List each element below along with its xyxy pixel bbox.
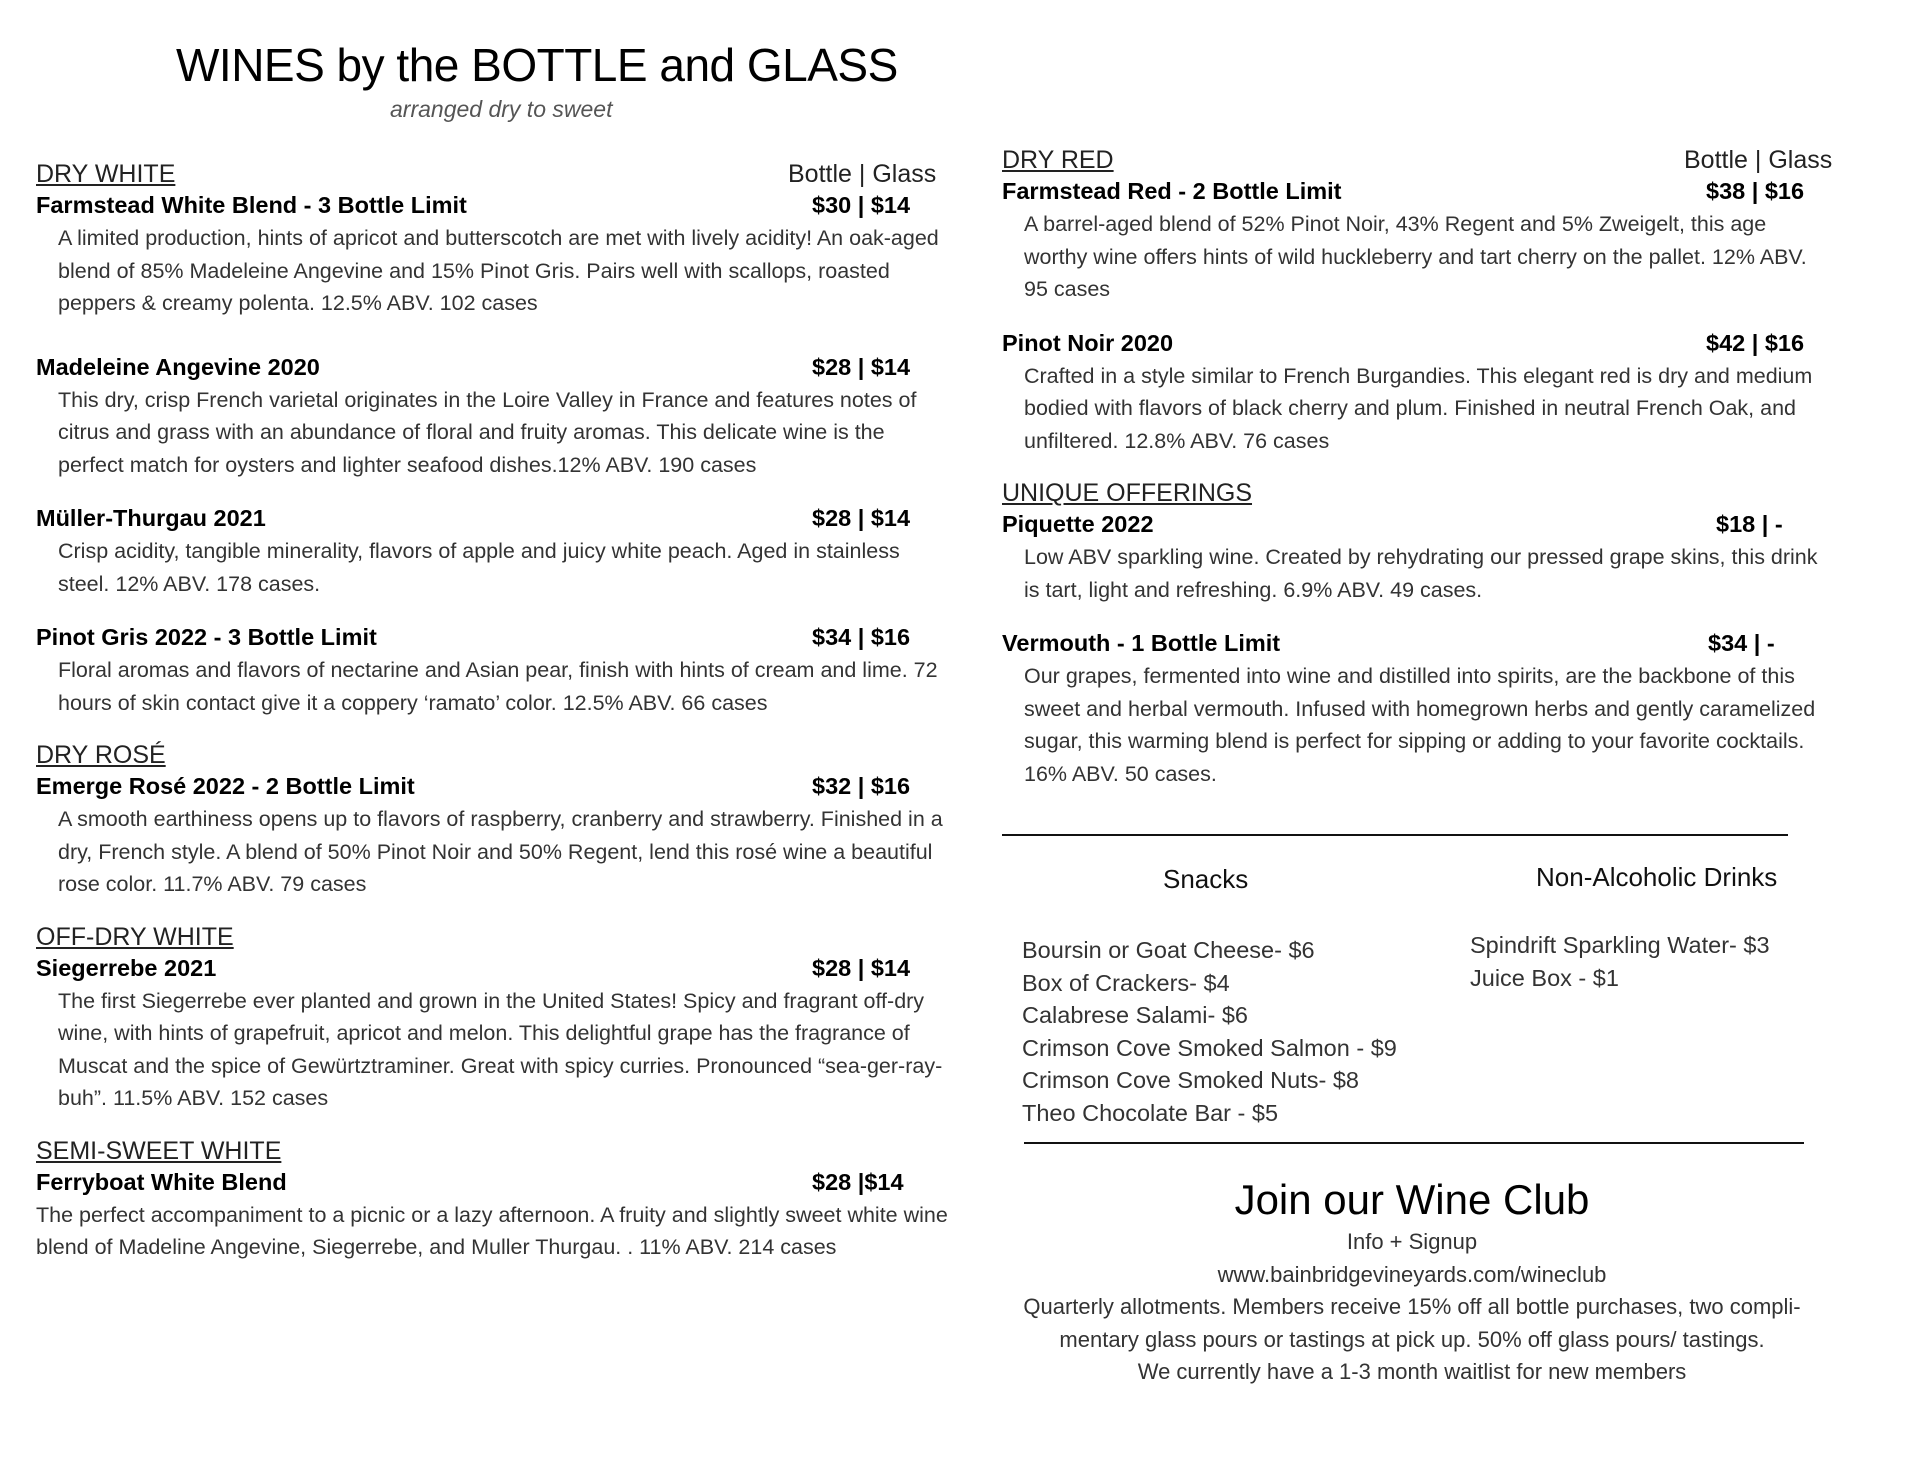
wine-description: A limited production, hints of apricot and butterscotch are met with lively acidity! An oak-aged blend of 85% Madeleine Angevine and 15% Pinot Gris. Pairs well with scallops, roasted peppers & creamy polenta. 12.5% ABV. 102 cases	[58, 226, 939, 315]
wine-price: $34 | $16	[812, 624, 911, 650]
list-item: Crimson Cove Smoked Nuts- $8	[1022, 1067, 1359, 1093]
section-dry-rose	[36, 741, 956, 771]
wine-price: $28 | $14	[812, 353, 911, 380]
drinks-list	[1470, 929, 1770, 994]
wine-name: Farmstead Red - 2 Bottle Limit	[1002, 178, 1342, 204]
wine-item	[36, 1167, 956, 1264]
wine-club-url[interactable]: www.bainbridgevineyards.com/wineclub	[1217, 1261, 1607, 1287]
list-item: Box of Crackers- $4	[1022, 969, 1230, 996]
wine-description: The first Siegerrebe ever planted and grown in the United States! Spicy and fragrant off-dry wine, with hints of grapefruit, apricot and melon. This delightful grape has the fragrance of Muscat and the spice of Gewürtztraminer. Great with spicy curries. Pronounced “sea-ger-ray-buh”. 11.5% ABV. 152 cases	[58, 988, 943, 1110]
wine-name: Pinot Noir 2020	[1002, 329, 1174, 356]
wine-description: Our grapes, fermented into wine and distilled into spirits, are the backbone of this sweet and herbal vermouth. Infused with homegrown herbs and gently caramelized sugar, this warming blend is perfect for sipping or adding to your favorite cocktails. 16% ABV. 50 cases.	[1024, 664, 1816, 786]
section-dry-white	[36, 160, 956, 190]
list-item: Theo Chocolate Bar - $5	[1022, 1099, 1279, 1126]
wine-description: Crafted in a style similar to French Burgandies. This elegant red is dry and medium bodied with flavors of black cherry and plum. Finished in neutral French Oak, and unfiltered. 12.8% ABV. 76 cases	[1024, 363, 1813, 453]
wine-price: $30 | $14	[812, 192, 911, 218]
section-unique-offerings	[1002, 479, 1822, 509]
wine-name: Ferryboat White Blend	[36, 1168, 287, 1195]
wine-club-benefits-line-2: mentary glass pours or tastings at pick up. 50% off glass pours/ tastings.	[1059, 1326, 1765, 1352]
wine-name: Emerge Rosé 2022 - 2 Bottle Limit	[36, 773, 415, 799]
section-title: UNIQUE OFFERINGS	[1002, 479, 1253, 507]
wine-name: Pinot Gris 2022 - 3 Bottle Limit	[36, 624, 377, 650]
wine-item	[36, 622, 956, 719]
wine-price: $42 | $16	[1706, 329, 1805, 356]
section-title: DRY ROSÉ	[36, 741, 166, 769]
wine-item	[1002, 509, 1822, 606]
page-subtitle: arranged dry to sweet	[390, 96, 613, 122]
section-title: SEMI-SWEET WHITE	[36, 1136, 282, 1165]
wine-name: Siegerrebe 2021	[36, 954, 217, 981]
wine-item	[1002, 628, 1822, 790]
wine-item	[36, 190, 956, 320]
list-item: Crimson Cove Smoked Salmon - $9	[1022, 1034, 1397, 1061]
wine-description: Low ABV sparkling wine. Created by rehydrating our pressed grape skins, this drink is tart, light and refreshing. 6.9% ABV. 49 cases.	[1024, 545, 1818, 602]
bottle-glass-header: Bottle | Glass	[1684, 146, 1833, 174]
wine-price: $32 | $16	[812, 773, 911, 799]
wine-name: Müller-Thurgau 2021	[36, 505, 266, 531]
wine-club-info: Info + Signup	[1346, 1229, 1478, 1254]
wine-price: $28 | $14	[812, 505, 911, 531]
wine-description: The perfect accompaniment to a picnic or a lazy afternoon. A fruity and slightly sweet white wine blend of Madeline Angevine, Siegerrebe, and Muller Thurgau. . 11% ABV. 214 cases	[36, 1202, 948, 1259]
section-dry-red	[1002, 146, 1833, 176]
wine-description: A smooth earthiness opens up to flavors of raspberry, cranberry and strawberry. Finished in a dry, French style. A blend of 50% Pinot Noir and 50% Regent, lend this rosé wine a beautiful rose color. 11.7% ABV. 79 cases	[58, 807, 943, 896]
wine-item	[36, 352, 956, 482]
section-title: DRY WHITE	[36, 160, 176, 188]
left-column	[36, 160, 956, 1264]
list-item: Juice Box - $1	[1470, 964, 1619, 991]
snacks-list	[1022, 934, 1397, 1129]
divider-bottom	[1024, 1142, 1804, 1144]
wine-price: $18 | -	[1716, 511, 1783, 537]
wine-club-title: Join our Wine Club	[1234, 1176, 1590, 1223]
drinks-heading: Non-Alcoholic Drinks	[1536, 862, 1778, 892]
wine-description: A barrel-aged blend of 52% Pinot Noir, 43% Regent and 5% Zweigelt, this age worthy wine offers hints of wild huckleberry and tart cherry on the pallet. 12% ABV. 95 cases	[1024, 212, 1807, 301]
wine-item	[36, 503, 956, 600]
wine-item	[36, 953, 956, 1115]
wine-description: Floral aromas and flavors of nectarine and Asian pear, finish with hints of cream and lime. 72 hours of skin contact give it a coppery ‘ramato’ color. 12.5% ABV. 66 cases	[58, 658, 938, 715]
wine-item	[1002, 328, 1822, 458]
wine-price: $34 | -	[1708, 630, 1775, 656]
list-item: Boursin or Goat Cheese- $6	[1022, 937, 1315, 963]
section-off-dry-white	[36, 923, 956, 953]
wine-price: $38 | $16	[1706, 178, 1805, 204]
bottle-glass-header: Bottle | Glass	[788, 160, 937, 188]
wine-club-details	[1002, 1226, 1822, 1389]
section-title: DRY RED	[1002, 146, 1114, 174]
page-title: WINES by the BOTTLE and GLASS	[176, 39, 898, 91]
wine-price: $28 | $14	[812, 954, 911, 981]
wine-name: Vermouth - 1 Bottle Limit	[1002, 630, 1281, 656]
section-title: OFF-DRY WHITE	[36, 922, 234, 951]
snacks-heading: Snacks	[1163, 864, 1249, 894]
right-column	[1002, 146, 1833, 790]
section-semi-sweet-white	[36, 1137, 956, 1167]
wine-club-benefits-line-1: Quarterly allotments. Members receive 15% off all bottle purchases, two compli-	[1023, 1294, 1801, 1319]
wine-description: This dry, crisp French varietal originates in the Loire Valley in France and features notes of citrus and grass with an abundance of floral and fruity aromas. This delicate wine is the perfect match for oysters and lighter seafood dishes.12% ABV. 190 cases	[58, 387, 917, 477]
wine-club-waitlist: We currently have a 1-3 month waitlist for new members	[1137, 1359, 1687, 1384]
wine-name: Farmstead White Blend - 3 Bottle Limit	[36, 192, 467, 218]
divider-top	[1002, 834, 1788, 836]
wine-name: Piquette 2022	[1002, 511, 1154, 537]
wine-item	[1002, 176, 1822, 306]
wine-description: Crisp acidity, tangible minerality, flavors of apple and juicy white peach. Aged in stainless steel. 12% ABV. 178 cases.	[58, 539, 900, 596]
wine-price: $28 |$14	[812, 1168, 904, 1195]
list-item: Calabrese Salami- $6	[1022, 1002, 1248, 1028]
list-item: Spindrift Sparkling Water- $3	[1470, 932, 1770, 958]
wine-name: Madeleine Angevine 2020	[36, 353, 320, 380]
wine-item	[36, 771, 956, 901]
